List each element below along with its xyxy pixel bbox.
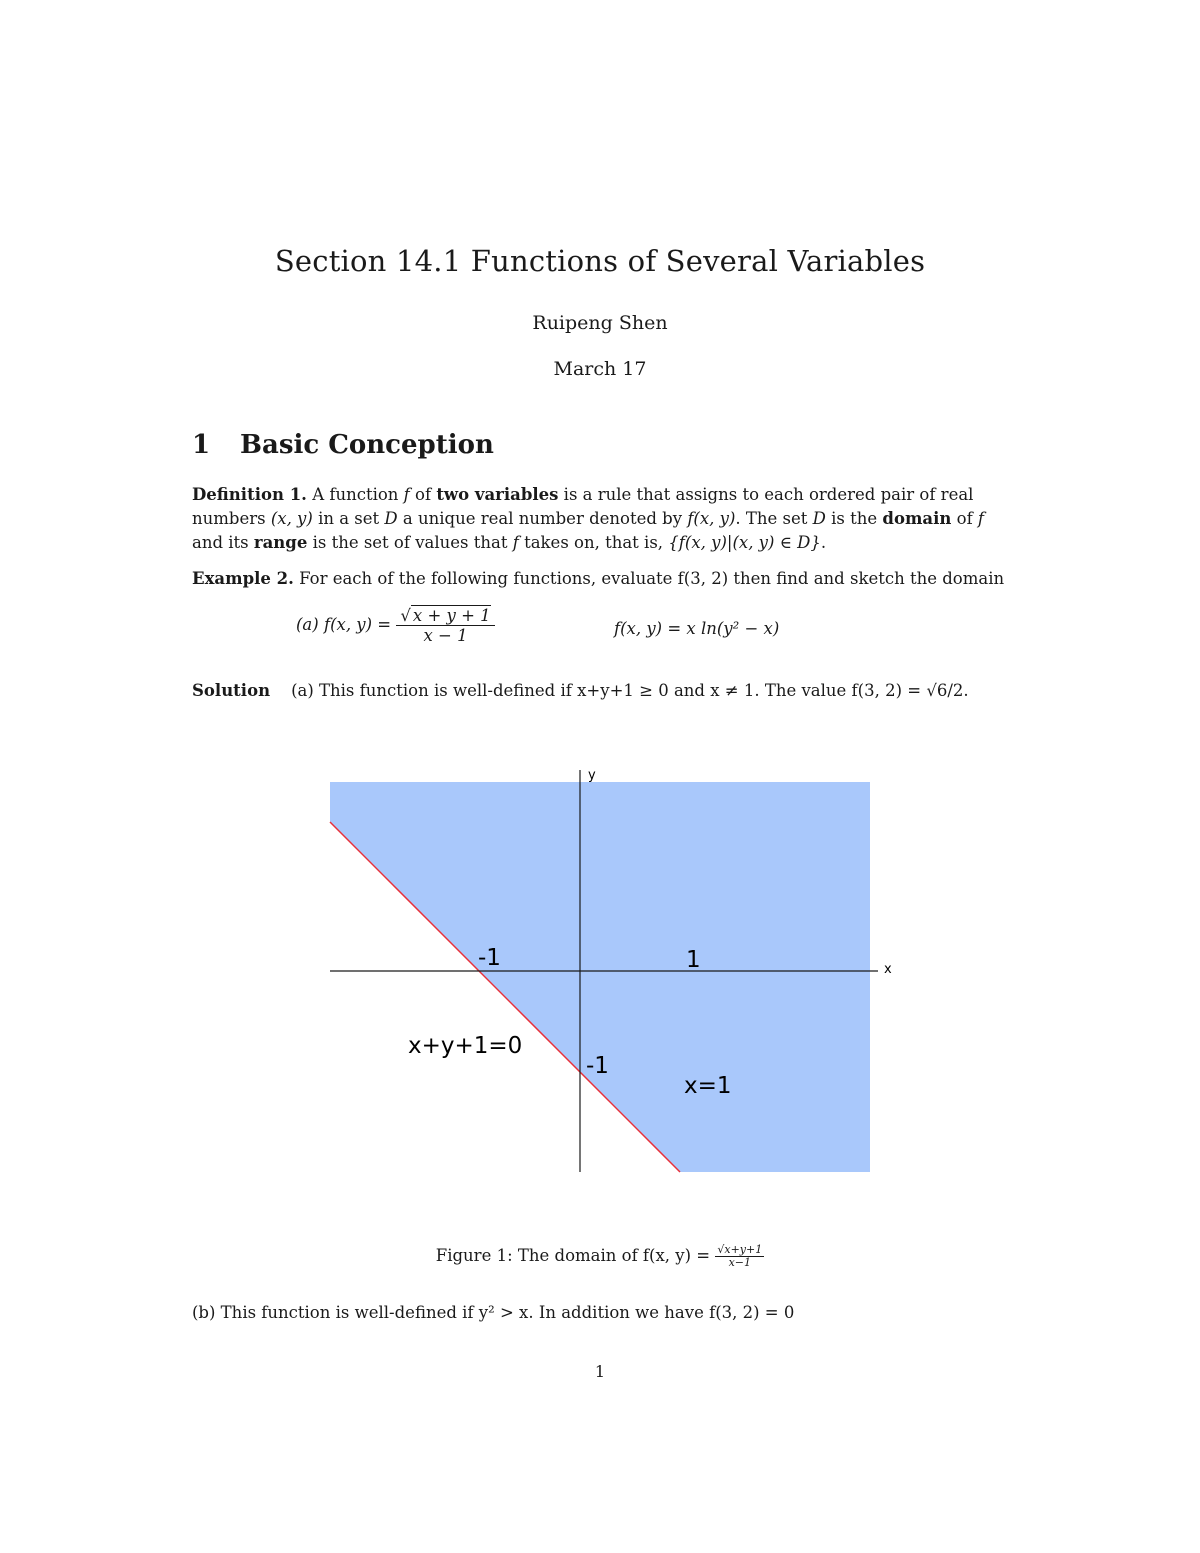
definition-text: in a set xyxy=(312,509,385,528)
line-equation-label: x+y+1=0 xyxy=(408,1033,523,1059)
definition-paragraph xyxy=(192,483,1008,555)
math-set: {f(x, y)|(x, y) ∈ D} xyxy=(668,533,821,552)
y-axis-label: y xyxy=(588,768,596,783)
bold-two-variables: two variables xyxy=(436,485,559,504)
section-title: Basic Conception xyxy=(240,430,494,460)
definition-text: takes on, that is, xyxy=(518,533,669,552)
caption-denominator: x−1 xyxy=(728,1256,751,1269)
example-a-formula xyxy=(296,606,495,645)
math-D: D xyxy=(384,509,398,528)
domain-region xyxy=(330,782,870,1172)
example-label: Example 2. xyxy=(192,569,294,588)
figure-caption xyxy=(0,1244,1200,1269)
definition-text: . xyxy=(820,533,827,552)
section-heading xyxy=(192,430,494,460)
fraction-numerator: √ x + y + 1 xyxy=(396,606,494,626)
formula-lhs: f(x, y) = xyxy=(323,615,392,634)
page-number: 1 xyxy=(594,1362,606,1381)
sqrt-content: x + y + 1 xyxy=(412,606,491,625)
page-title: Section 14.1 Functions of Several Variables xyxy=(274,244,926,278)
x-axis-label: x xyxy=(884,962,892,977)
definition-text: of xyxy=(409,485,437,504)
definition-text: a unique real number denoted by xyxy=(397,509,688,528)
definition-text: . The set xyxy=(735,509,813,528)
math-f: f xyxy=(977,509,985,528)
part-b-paragraph: (b) This function is well-defined if y² > x. In addition we have f(3, 2) = 0 xyxy=(192,1303,795,1322)
definition-text: and its xyxy=(192,533,254,552)
tick-label-neg1-y: -1 xyxy=(586,1053,609,1079)
solution-paragraph xyxy=(192,679,1008,703)
definition-text: of xyxy=(951,509,978,528)
domain-figure xyxy=(300,755,900,1185)
example-b-formula: f(x, y) = x ln(y² − x) xyxy=(614,619,780,638)
math-f: f xyxy=(403,485,410,504)
math-pair: (x, y) xyxy=(270,509,313,528)
definition-text: is the set of values that xyxy=(307,533,513,552)
solution-text: (a) This function is well-defined if x+y+1 ≥ 0 and x ≠ 1. The value f(3, 2) = √6/2. xyxy=(291,681,969,700)
bold-domain: domain xyxy=(882,509,952,528)
definition-label: Definition 1. xyxy=(192,485,307,504)
author: Ruipeng Shen xyxy=(532,312,668,334)
example-paragraph xyxy=(192,567,1008,591)
math-f: f xyxy=(512,533,519,552)
definition-text: is the xyxy=(825,509,883,528)
section-number: 1 xyxy=(192,430,211,460)
math-D: D xyxy=(812,509,826,528)
caption-text: Figure 1: The domain of f(x, y) = xyxy=(435,1246,711,1265)
definition-text: is a rule that assigns to each ordered pair of real numbers xyxy=(192,485,974,528)
math-fxy: f(x, y) xyxy=(687,509,736,528)
caption-numerator: √x+y+1 xyxy=(717,1243,763,1256)
bold-range: range xyxy=(253,533,308,552)
solution-label: Solution xyxy=(192,681,271,700)
tick-label-1-x: 1 xyxy=(686,947,701,973)
example-text: For each of the following functions, evaluate f(3, 2) then find and sketch the domain xyxy=(299,569,1005,588)
fraction xyxy=(396,606,494,645)
tick-label-neg1-x: -1 xyxy=(478,945,501,971)
fraction-denominator: x − 1 xyxy=(423,626,468,645)
vline-equation-label: x=1 xyxy=(684,1073,732,1099)
part-a-label: (a) xyxy=(296,615,319,634)
caption-fraction xyxy=(715,1244,764,1269)
definition-text: A function xyxy=(312,485,404,504)
date: March 17 xyxy=(553,358,647,380)
